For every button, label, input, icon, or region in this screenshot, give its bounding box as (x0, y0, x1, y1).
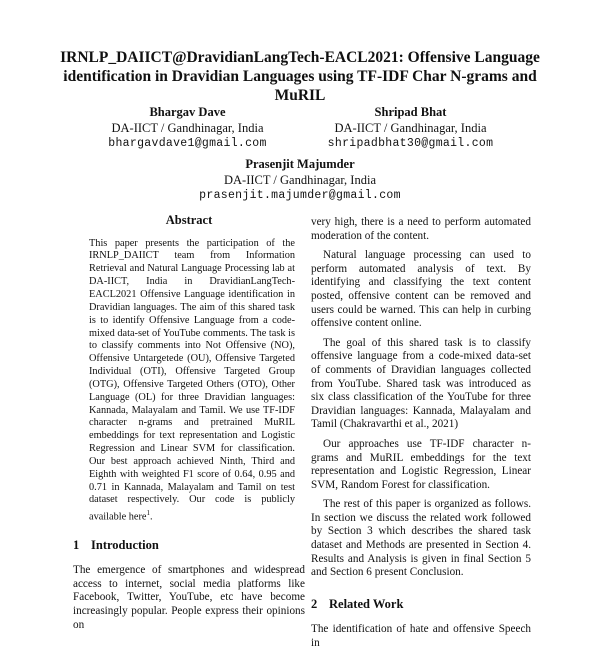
abstract-text: This paper presents the participation of the IRNLP_DAIICT team from Information Retrieval and Natural Language Processing lab at DA-IICT, India in DravidianLangTech-EACL2021 Offensive Language identification in Dravidian languages. The aim of this shared task is to identify Offensive Language from a code-mixed data-set of YouTube comments. The task is to classify comments into Not Offensive (NO), Offensive Untargetede (OU), Offensive Targeted Individual (OTI), Offensive Targeted Group (OTG), Offensive Targeted Others (OTO), Other Language (OL) for three Dravidian languages: Kannada, Malayalam and Tamil. We use TF-IDF character n-grams and pretrained MuRIL embeddings for text representation and Logistic Regression and Linear SVM for classification. Our best approach achieved Ninth, Third and Eighth with weighted F1 score of 0.64, 0.95 and 0.71 in Kannada, Malayalam and Tamil on test dataset respectively. Our code is publicly available here$^1$. (89, 237, 295, 523)
paragraph: The identification of hate and offensive Speech in (311, 623, 531, 650)
author-email[interactable]: shripadbhat30@gmail.com (327, 137, 494, 150)
author-affiliation: DA-IICT / Gandhinagar, India (223, 173, 376, 187)
right-column (311, 216, 531, 651)
footnote-mark[interactable]: 1 (146, 509, 150, 518)
author-affiliation: DA-IICT / Gandhinagar, India (111, 121, 264, 135)
abstract-heading: Abstract (165, 213, 213, 227)
paragraph: The rest of this paper is organized as follows. In section we discuss the related work followed by Section 3 which describes the shared task dataset and Methods are presented in Section 4. Results and Analysis is given in final Section 5 and Section 6 present Conclusion. (311, 498, 531, 579)
section-heading-related-work: 2 Related Work (311, 596, 404, 611)
paragraph: very high, there is a need to perform automated moderation of the content. (311, 216, 531, 242)
paragraph: The goal of this shared task is to classify offensive language from a code-mixed data-set of comments of Dravidian languages collected from YouTube. Shared task was introduced as six class classification of the YouTube for three Dravidian languages: Kannada, Malayalam and Tamil (Chakravarthi et al., 2021) (311, 336, 531, 431)
section-heading-introduction: 1 Introduction (73, 537, 159, 552)
author-affiliation: DA-IICT / Gandhinagar, India (334, 121, 487, 135)
author-block (100, 104, 275, 152)
paragraph: Natural language processing can used to perform automated analysis of text. By identifying and classifying the text content posted, offensive content can be removed and users could be warned. This can help in curbing offensive content online. (311, 249, 531, 330)
author-name: Shripad Bhat (374, 105, 447, 119)
left-column (73, 214, 305, 632)
author-name: Prasenjit Majumder (245, 157, 355, 171)
author-name: Bhargav Dave (149, 105, 226, 119)
paper-title: IRNLP_DAIICT@DravidianLangTech-EACL2021: Offensive Language identification in Dravidian Languages using TF-IDF Char N-grams and MuRIL (60, 49, 540, 104)
author-email[interactable]: bhargavdave1@gmail.com (108, 137, 267, 150)
paragraph: The emergence of smartphones and widespread access to internet, social media platforms like Facebook, Twitter, YouTube, etc have become increasingly popular. People express their opinions on (73, 564, 305, 631)
author-email[interactable]: prasenjit.majumder@gmail.com (199, 189, 401, 202)
author-block (318, 104, 503, 152)
paragraph: Our approaches use TF-IDF character n-grams and MuRIL embeddings for the text representation and Logistic Regression, Linear SVM, Random Forest for classification. (311, 437, 531, 491)
author-block (190, 156, 410, 204)
